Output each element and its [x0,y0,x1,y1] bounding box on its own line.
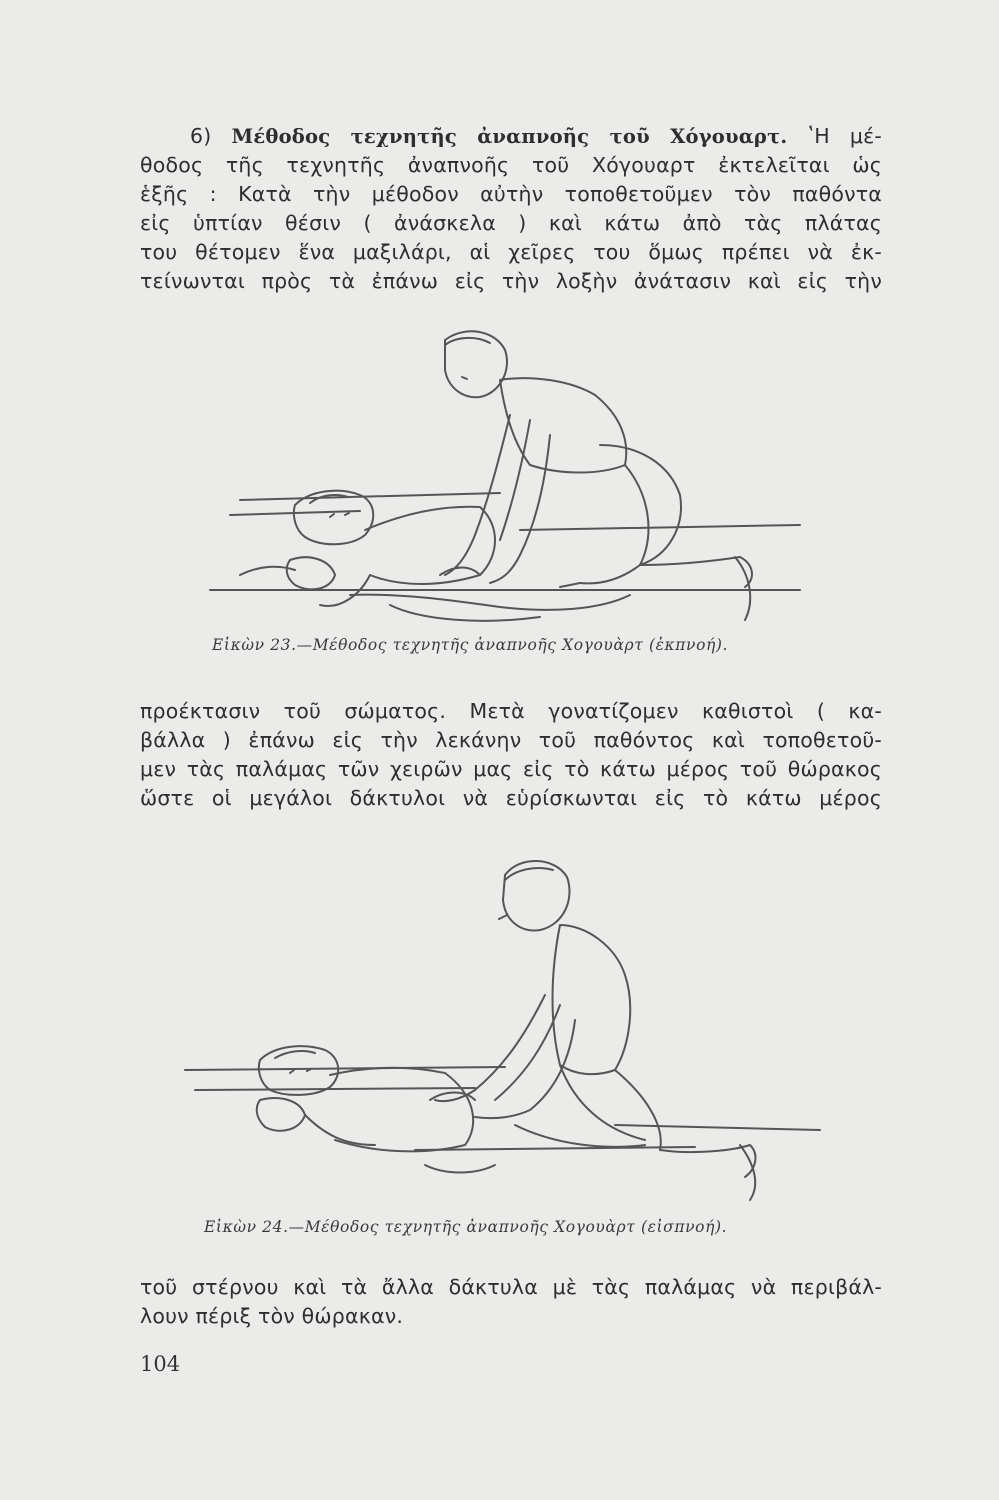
text-segment: ʽΗ μέ- [807,124,883,148]
text-line [140,122,882,151]
text-line: τοῦ στέρνου καὶ τὰ ἄλλα δάκτυλα μὲ τὰς παλάμας νὰ περιβάλ- [140,1275,882,1299]
figure-24-illustration [175,845,825,1215]
text-line: θοδος τῆς τεχνητῆς ἀναπνοῆς τοῦ Χόγουαρτ ἐκτελεῖται ὡς [140,153,882,177]
section-number: 6) [190,124,212,148]
figure-23-illustration [200,325,820,635]
figure-24-caption: Εἰκὼν 24.—Μέθοδος τεχνητῆς ἀναπνοῆς Χογουὰρτ (εἰσπνοή). [204,1218,728,1236]
text-line: ἑξῆς : Κατὰ τὴν μέθοδον αὐτὴν τοποθετοῦμεν τὸν παθόντα [140,182,882,206]
section-paragraph-1 [140,122,882,296]
figure-23-caption: Εἰκὼν 23.—Μέθοδος τεχνητῆς ἀναπνοῆς Χογουὰρτ (ἐκπνοή). [212,636,729,654]
text-line: εἰς ὑπτίαν θέσιν ( ἀνάσκελα ) καὶ κάτω ἀπὸ τὰς πλάτας [140,211,882,235]
text-line: προέκτασιν τοῦ σώματος. Μετὰ γονατίζομεν καθιστοὶ ( κα- [140,699,882,723]
text-line: τείνωνται πρὸς τὰ ἐπάνω εἰς τὴν λοξὴν ἀνάτασιν καὶ εἰς τὴν [140,269,882,293]
text-line: βάλλα ) ἐπάνω εἰς τὴν λεκάνην τοῦ παθόντος καὶ τοποθετοῦ- [140,728,882,752]
text-line: ὥστε οἱ μεγάλοι δάκτυλοι νὰ εὑρίσκωνται εἰς τὸ κάτω μέρος [140,786,882,810]
section-title: Μέθοδος τεχνητῆς ἀναπνοῆς τοῦ Χόγουαρτ. [231,125,788,148]
page-number: 104 [140,1352,181,1376]
text-line: λουν πέριξ τὸν θώρακαν. [140,1304,404,1328]
text-line: του θέτομεν ἕνα μαξιλάρι, αἱ χεῖρες του ὅμως πρέπει νὰ ἐκ- [140,240,882,264]
text-line: μεν τὰς παλάμας τῶν χειρῶν μας εἰς τὸ κάτω μέρος τοῦ θώρακος [140,757,882,781]
paragraph-3 [140,1273,882,1331]
paragraph-2 [140,697,882,813]
